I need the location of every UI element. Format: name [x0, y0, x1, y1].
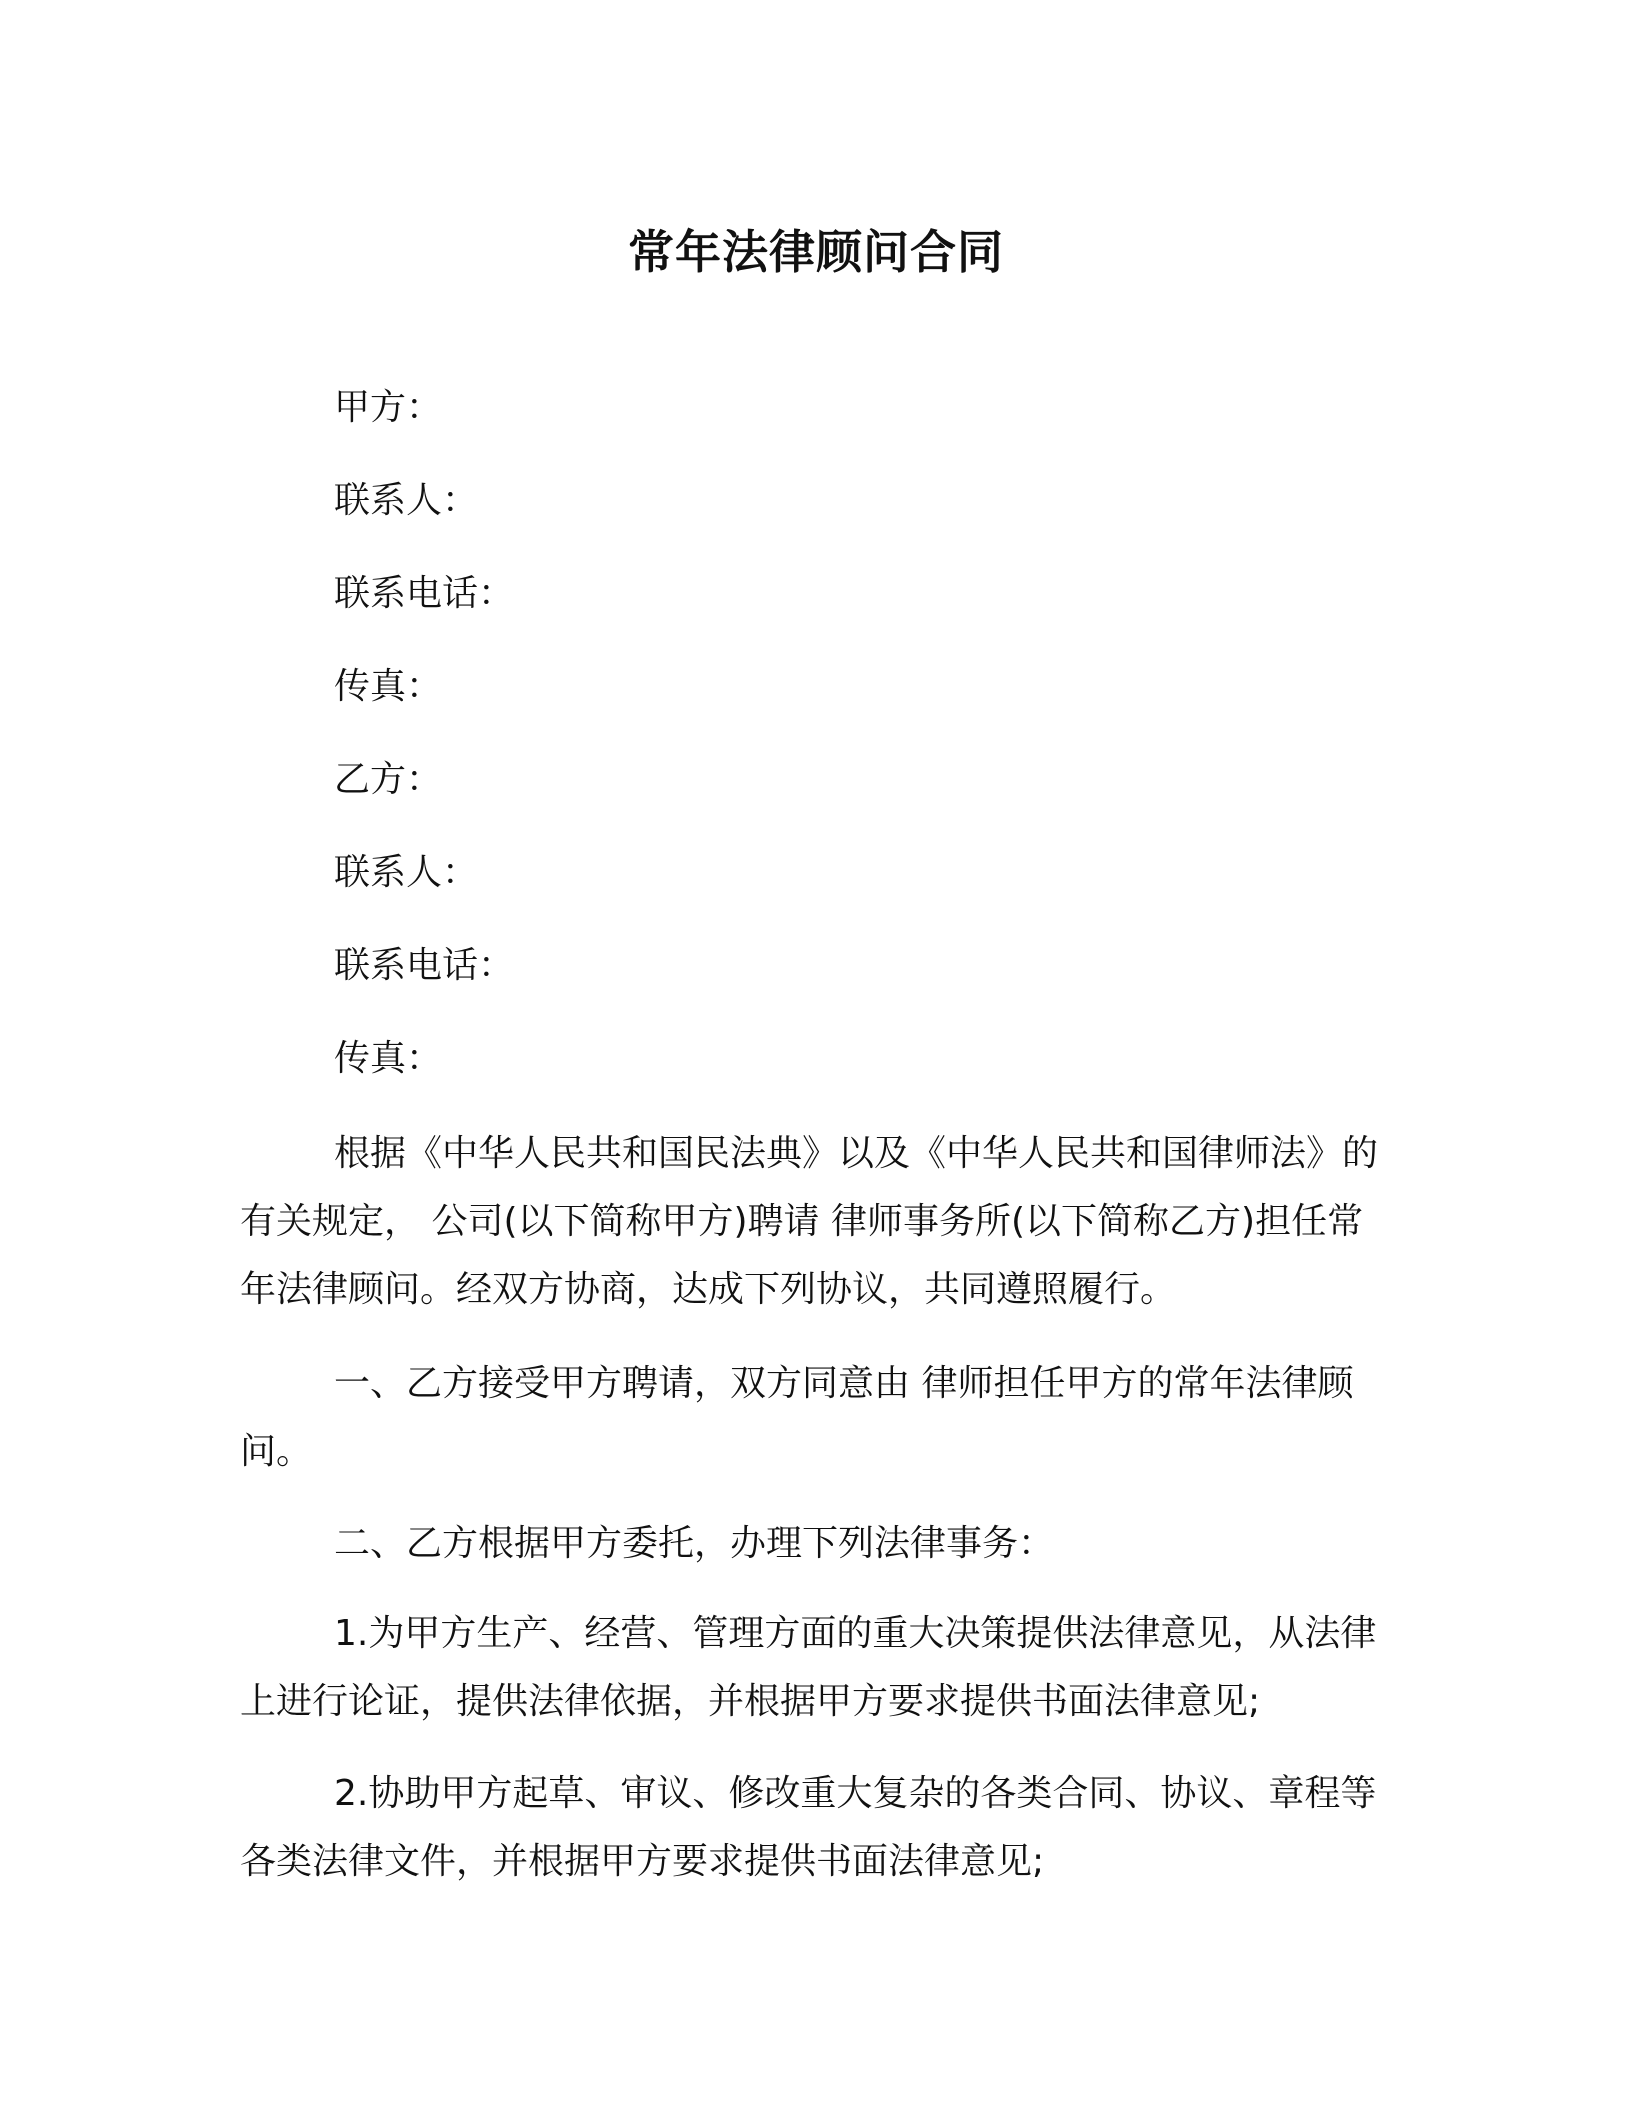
clause-2-paragraph: 二、乙方根据甲方委托，办理下列法律事务：	[334, 1523, 1055, 1564]
party-a-contact-label: 联系人：	[334, 480, 479, 521]
party-a-label: 甲方：	[334, 387, 443, 428]
party-b-contact-label: 联系人：	[334, 852, 479, 893]
preamble-paragraph: 根据《中华人民共和国民法典》以及《中华人民共和国律师法》的有关规定， 公司(以下简称甲方)聘请 律师事务所(以下简称乙方)担任常年法律顾问。经双方协商，达成下列协议，共同遵照履行。	[240, 1133, 1379, 1310]
party-b-label: 乙方：	[334, 759, 443, 800]
item-1-paragraph: 1.为甲方生产、经营、管理方面的重大决策提供法律意见，从法律上进行论证，提供法律依据，并根据甲方要求提供书面法律意见;	[240, 1613, 1377, 1722]
party-a-fax-label: 传真：	[334, 666, 443, 707]
item-2-paragraph: 2.协助甲方起草、审议、修改重大复杂的各类合同、协议、章程等各类法律文件，并根据甲方要求提供书面法律意见;	[240, 1773, 1377, 1882]
party-a-phone-label: 联系电话：	[334, 573, 515, 614]
party-b-fax-label: 传真：	[334, 1038, 443, 1079]
clause-1-paragraph: 一、乙方接受甲方聘请，双方同意由 律师担任甲方的常年法律顾问。	[240, 1363, 1354, 1472]
document-title: 常年法律顾问合同	[628, 225, 1004, 279]
party-b-phone-label: 联系电话：	[334, 945, 515, 986]
